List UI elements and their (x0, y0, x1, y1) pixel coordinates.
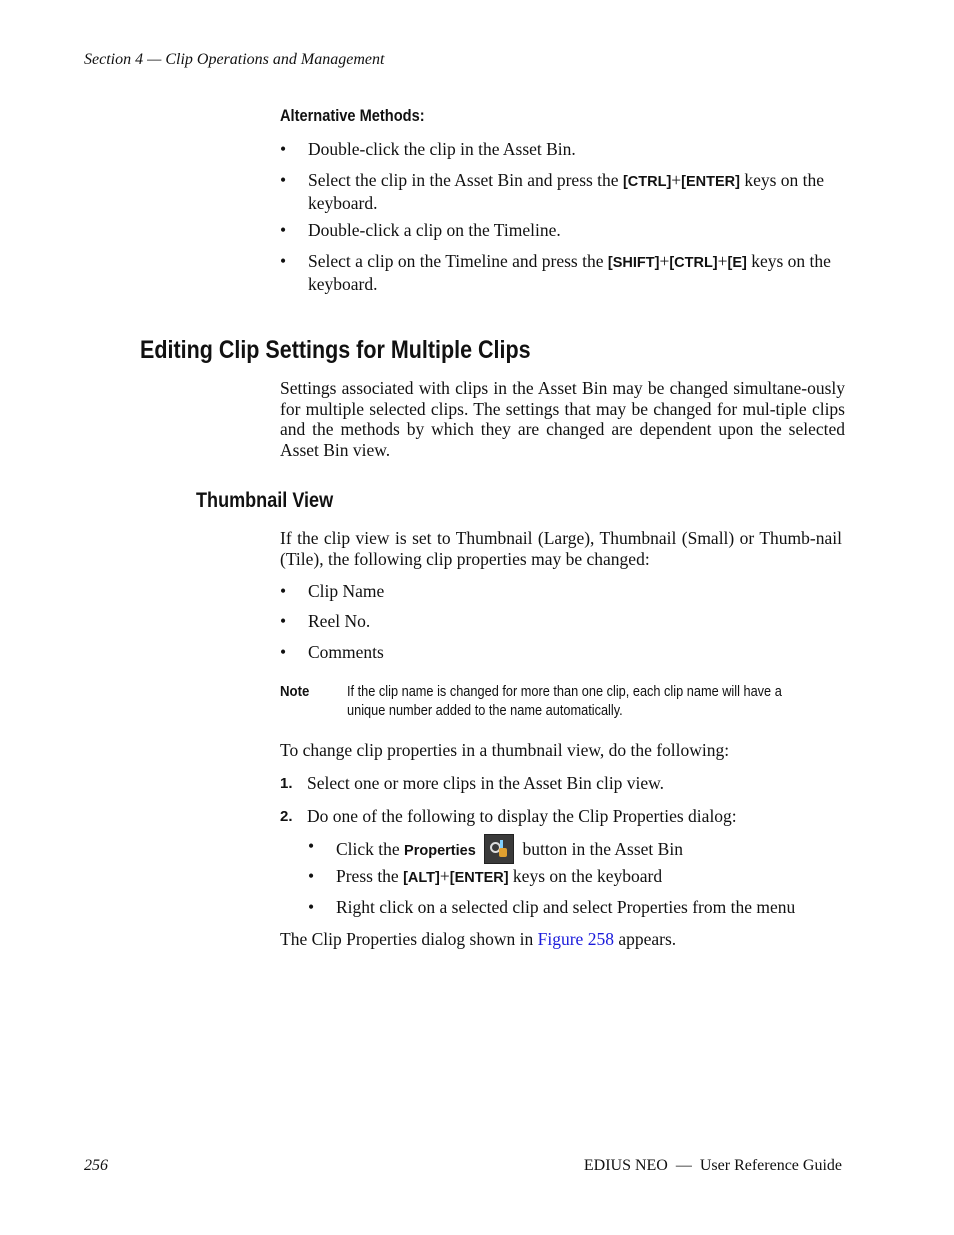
alt-key: [ALT] (403, 870, 440, 886)
steps-intro: To change clip properties in a thumbnail view, do the following: (280, 740, 730, 760)
shift-key: [SHIFT] (607, 255, 660, 271)
enter-key: [ENTER] (449, 870, 509, 886)
running-footer: EDIUS NEO — User Reference Guide (583, 1157, 842, 1174)
section-heading: Editing Clip Settings for Multiple Clips (140, 336, 531, 364)
page-number: 256 (84, 1157, 108, 1174)
properties-icon[interactable] (484, 834, 514, 864)
alternative-methods-heading: Alternative Methods: (280, 106, 425, 125)
intro-paragraph: If the clip view is set to Thumbnail (Large), Thumbnail (Small) or Thumb-nail (Tile), the following clip properties may be changed: (280, 528, 842, 569)
running-header: Section 4 — Clip Operations and Management (84, 51, 385, 68)
ctrl-key: [CTRL] (669, 255, 718, 271)
note-label: Note (280, 683, 310, 700)
figure-link[interactable]: Figure 258 (537, 929, 614, 949)
note-text: If the clip name is changed for more than one clip, each clip name will have a unique number added to the name automatically. (347, 684, 782, 719)
enter-key: [ENTER] (681, 174, 740, 190)
ctrl-key: [CTRL] (622, 174, 672, 190)
section-paragraph: Settings associated with clips in the Asset Bin may be changed simultane-ously for multiple selected clips. The settings that may be changed for mul-tiple clips and the methods by which they are changed are dependent upon the selected Asset Bin view. (280, 378, 845, 460)
properties-label: Properties (404, 843, 476, 860)
subsection-heading: Thumbnail View (196, 489, 334, 512)
e-key: [E] (727, 255, 747, 271)
closing-sentence: The Clip Properties dialog shown in Figure 258 appears. (280, 929, 677, 949)
